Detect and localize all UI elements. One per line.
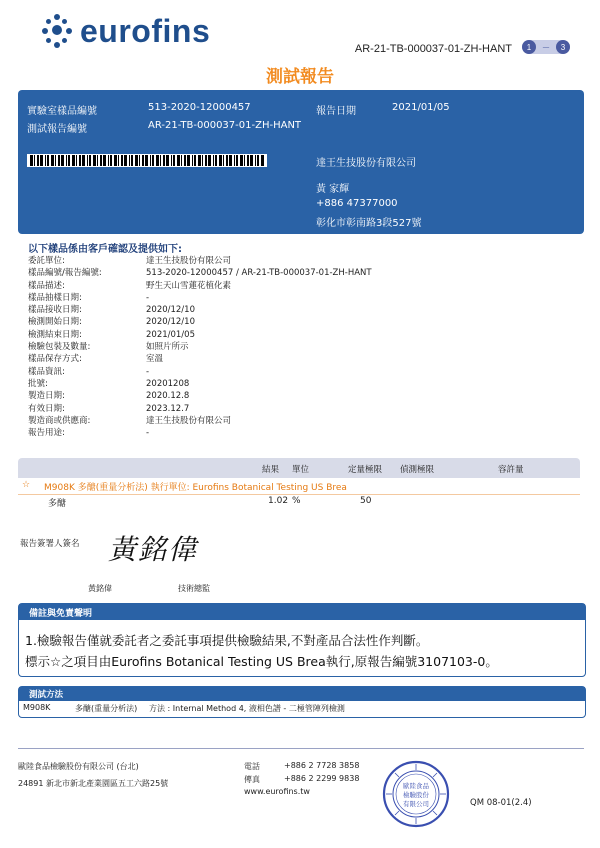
- doc-code: QM 08-01(2.4): [470, 798, 532, 808]
- signer-role: 技術總監: [178, 584, 210, 593]
- client-contact: 黃 家輝: [316, 184, 350, 195]
- page-title: 測試報告: [266, 67, 334, 87]
- method-heading-text: 測試方法: [29, 690, 64, 700]
- method-heading: [19, 687, 585, 701]
- footer-tel-label: 電話: [244, 762, 260, 771]
- barcode-bar: [223, 155, 224, 166]
- barcode-bar: [72, 155, 75, 166]
- barcode-bar: [194, 155, 196, 166]
- barcode-bar: [247, 155, 249, 166]
- barcode-bar: [55, 155, 56, 166]
- info-key: 樣品編號/報告編號:: [28, 268, 102, 279]
- results-header: [18, 458, 580, 478]
- client-address: 彰化市彰南路3段527號: [316, 218, 422, 229]
- report-date-label: 報告日期: [316, 106, 356, 117]
- notes-box: [18, 603, 586, 677]
- barcode-bar: [156, 155, 159, 166]
- info-key: 有效日期:: [28, 403, 65, 414]
- barcode-bar: [181, 155, 182, 166]
- barcode-bar: [89, 155, 91, 166]
- info-key: 報告用途:: [28, 428, 65, 439]
- method-code: M908K: [23, 703, 51, 712]
- barcode-bar: [145, 155, 148, 166]
- result-row: [18, 496, 580, 510]
- page-current: 1: [522, 40, 536, 54]
- barcode-bar: [135, 155, 138, 166]
- lab-sample-no-label: 實驗室樣品編號: [27, 106, 97, 117]
- info-value: 2021/01/05: [146, 329, 195, 340]
- note-line-1: 1.檢驗報告僅就委託者之委託事項提供檢驗結果,不對產品合法性作判斷。: [25, 633, 429, 648]
- info-value: 野生天山雪蓮花植化素: [146, 280, 232, 291]
- page-indicator: [522, 40, 570, 54]
- barcode-bar: [34, 155, 35, 166]
- col-tolerance: 容許量: [498, 465, 524, 475]
- footer-website: www.eurofins.tw: [244, 787, 310, 796]
- info-key: 樣品描述:: [28, 280, 65, 291]
- barcode-bar: [79, 155, 81, 166]
- barcode-bar: [240, 155, 243, 166]
- sample-info-heading: 以下樣品係由客戶確認及提供如下:: [28, 244, 182, 255]
- info-key: 檢驗包裝及數量:: [28, 342, 91, 353]
- lab-sample-no: 513-2020-12000457: [148, 102, 251, 113]
- barcode-bar: [205, 155, 207, 166]
- col-quant-limit: 定量極限: [348, 465, 383, 475]
- info-row: [28, 255, 372, 267]
- barcode-bar: [40, 155, 43, 166]
- info-row: [28, 329, 372, 341]
- info-value: 室溫: [146, 354, 164, 365]
- info-row: [28, 316, 372, 328]
- report-number: AR-21-TB-000037-01-ZH-HANT: [354, 43, 512, 55]
- sample-info-table: [28, 255, 372, 439]
- item-result: 1.02: [268, 496, 289, 506]
- barcode-bar: [192, 155, 193, 166]
- barcode-bar: [163, 155, 165, 166]
- barcode-bar: [244, 155, 245, 166]
- info-row: [28, 267, 372, 279]
- page-separator: —: [542, 43, 550, 51]
- barcode-bar: [213, 155, 214, 166]
- info-key: 檢測開始日期:: [28, 317, 82, 328]
- method-desc: 方法 : Internal Method 4, 液相色譜 - 二極管陣列檢測: [149, 704, 345, 713]
- info-row: [28, 292, 372, 304]
- report-date: 2021/01/05: [392, 102, 450, 113]
- barcode-bar: [124, 155, 127, 166]
- signer-name: 黃銘偉: [88, 584, 112, 593]
- footer-tel: +886 2 7728 3858: [284, 761, 360, 770]
- footer-fax-label: 傳真: [244, 775, 260, 784]
- page-total: 3: [556, 40, 570, 54]
- barcode-bar: [177, 155, 180, 166]
- col-result: 結果: [262, 465, 280, 475]
- barcode-bar: [208, 155, 211, 166]
- info-key: 委託單位:: [28, 256, 65, 266]
- info-row: [28, 390, 372, 402]
- eurofins-dots-icon: [40, 14, 74, 48]
- barcode-bar: [187, 155, 190, 166]
- item-unit: %: [292, 496, 301, 506]
- barcode-bar: [160, 155, 161, 166]
- barcode-bar: [152, 155, 154, 166]
- info-row: [28, 427, 372, 439]
- barcode-bar: [103, 155, 106, 166]
- barcode-bar: [114, 155, 117, 166]
- col-unit: 單位: [292, 465, 310, 475]
- barcode-bar: [215, 155, 217, 166]
- handwritten-signature: 黃銘偉: [108, 533, 199, 566]
- barcode-bar: [131, 155, 133, 166]
- barcode-bar: [110, 155, 112, 166]
- info-row: [28, 378, 372, 390]
- method-box: [18, 686, 586, 718]
- star-icon: ☆: [22, 480, 31, 490]
- info-value: 513-2020-12000457 / AR-21-TB-000037-01-ZH-HANT: [146, 268, 372, 279]
- signature-label: 報告簽署人簽名: [20, 539, 80, 549]
- client-phone: +886 47377000: [316, 198, 398, 209]
- info-key: 樣品保存方式:: [28, 354, 82, 365]
- barcode-bar: [47, 155, 49, 166]
- barcode-bar: [236, 155, 238, 166]
- test-report-no: AR-21-TB-000037-01-ZH-HANT: [148, 120, 302, 131]
- barcode-bar: [250, 155, 253, 166]
- info-row: [28, 415, 372, 427]
- barcode-bar: [129, 155, 130, 166]
- item-name: 多醣: [48, 499, 67, 509]
- summary-box: [18, 90, 584, 234]
- method-name: 多醣(重量分析法): [75, 704, 138, 713]
- barcode-bar: [76, 155, 77, 166]
- info-key: 樣品資訊:: [28, 366, 65, 377]
- footer-fax: +886 2 2299 9838: [284, 774, 360, 783]
- barcode-bar: [139, 155, 140, 166]
- info-value: -: [146, 366, 150, 377]
- barcode: [27, 154, 267, 167]
- info-row: [28, 366, 372, 378]
- barcode-bar: [184, 155, 186, 166]
- info-key: 樣品抽樣日期:: [28, 292, 82, 303]
- barcode-bar: [97, 155, 98, 166]
- info-key: 製造日期:: [28, 391, 65, 402]
- col-detect-limit: 偵測極限: [400, 465, 435, 475]
- seal-text-3: 有限公司: [403, 800, 429, 808]
- barcode-bar: [166, 155, 169, 166]
- footer-company: 歐陸食品檢驗股份有限公司 (台北): [18, 762, 139, 771]
- info-key: 檢測結束日期:: [28, 329, 82, 340]
- note-line-2: 標示☆之項目由Eurofins Botanical Testing US Brea執行,原報告編號3107103-0。: [25, 654, 498, 669]
- info-row: [28, 341, 372, 353]
- info-value: 達王生技股份有限公司: [146, 415, 232, 426]
- barcode-bar: [150, 155, 151, 166]
- seal-text-2: 檢驗股份: [403, 791, 429, 799]
- info-value: 2023.12.7: [146, 403, 190, 414]
- barcode-bar: [234, 155, 235, 166]
- item-quant-limit: 50: [360, 496, 372, 506]
- barcode-bar: [118, 155, 119, 166]
- barcode-bar: [257, 155, 259, 166]
- footer-address: 24891 新北市新北產業園區五工六路25號: [18, 779, 169, 788]
- notes-heading-text: 備註與免責聲明: [29, 609, 93, 619]
- barcode-bar: [51, 155, 54, 166]
- barcode-bar: [68, 155, 70, 166]
- barcode-bar: [58, 155, 60, 166]
- result-method-text: M908K 多醣(重量分析法) 執行單位: Eurofins Botanical Testing US Brea: [44, 483, 347, 493]
- barcode-bar: [229, 155, 232, 166]
- barcode-bar: [108, 155, 109, 166]
- client-company: 達王生技股份有限公司: [316, 158, 416, 169]
- info-key: 樣品接收日期:: [28, 305, 82, 316]
- barcode-bar: [171, 155, 172, 166]
- test-report-no-label: 測試報告編號: [27, 124, 87, 135]
- info-row: [28, 280, 372, 292]
- company-seal: [382, 760, 450, 828]
- barcode-bar: [121, 155, 123, 166]
- barcode-bar: [100, 155, 102, 166]
- barcode-bar: [173, 155, 175, 166]
- barcode-bar: [87, 155, 88, 166]
- eurofins-logo: [40, 14, 210, 48]
- info-value: 如照片所示: [146, 342, 189, 353]
- info-value: 2020/12/10: [146, 305, 195, 316]
- logo-text: eurofins: [80, 13, 211, 49]
- info-row: [28, 353, 372, 365]
- result-method-line: [18, 478, 580, 495]
- notes-heading: [19, 604, 585, 620]
- barcode-bar: [37, 155, 39, 166]
- barcode-bar: [93, 155, 96, 166]
- footer-divider: [18, 748, 584, 749]
- info-row: [28, 304, 372, 316]
- barcode-bar: [30, 155, 33, 166]
- info-value: 2020.12.8: [146, 391, 190, 402]
- info-key: 製造商或供應商:: [28, 415, 91, 426]
- info-value: 2020/12/10: [146, 317, 195, 328]
- barcode-bar: [226, 155, 228, 166]
- barcode-bar: [45, 155, 46, 166]
- barcode-bar: [82, 155, 85, 166]
- info-value: -: [146, 292, 150, 303]
- barcode-bar: [255, 155, 256, 166]
- barcode-bar: [61, 155, 64, 166]
- barcode-bar: [66, 155, 67, 166]
- barcode-bar: [219, 155, 222, 166]
- barcode-bar: [261, 155, 264, 166]
- info-value: -: [146, 428, 150, 439]
- info-value: 達王生技股份有限公司: [146, 256, 232, 266]
- info-row: [28, 403, 372, 415]
- info-value: 20201208: [146, 378, 190, 389]
- seal-text-1: 歐陸食品: [403, 782, 429, 790]
- barcode-bar: [142, 155, 144, 166]
- info-key: 批號:: [28, 378, 48, 389]
- barcode-bar: [198, 155, 201, 166]
- barcode-bar: [202, 155, 203, 166]
